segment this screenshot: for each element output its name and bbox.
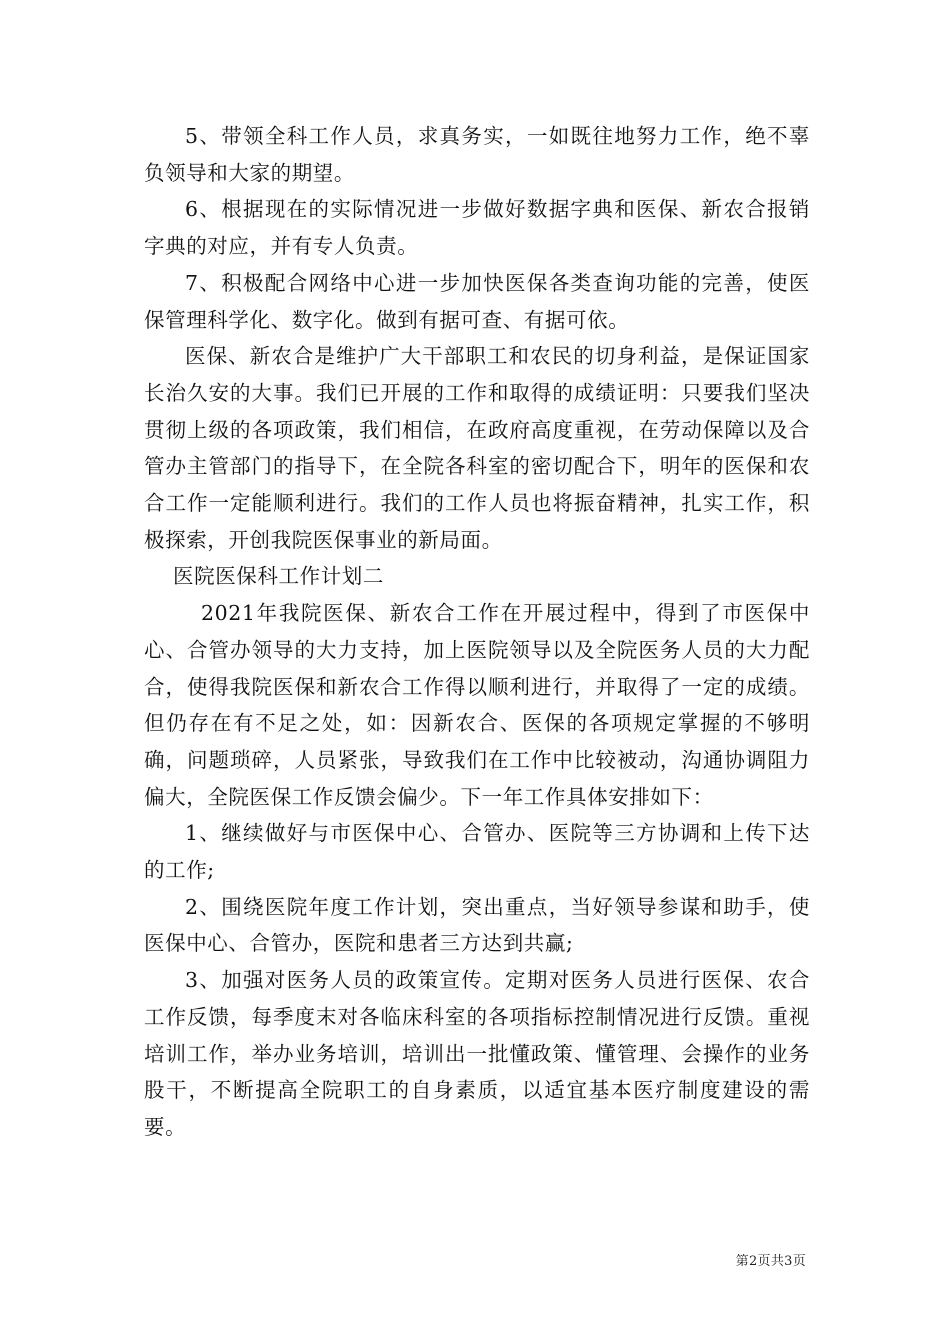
page-number: 第2页共3页 xyxy=(735,1254,806,1269)
paragraph-summary: 医保、新农合是维护广大干部职工和农民的切身利益，是保证国家长治久安的大事。我们已开展的工作和取得的成绩证明：只要我们坚决贯彻上级的各项政策，我们相信，在政府高度重视，在劳动保障以及合管办主管部门的指导下，在全院各科室的密切配合下，明年的医保和农合工作一定能顺利进行。我们的工作人员也将振奋精神，扎实工作，积极探索，开创我院医保事业的新局面。 xyxy=(144,344,810,552)
paragraph-item-6: 6、根据现在的实际情况进一步做好数据字典和医保、新农合报销字典的对应，并有专人负责。 xyxy=(144,197,810,259)
document-body xyxy=(144,118,810,1146)
plan-item-2: 2、围绕医院年度工作计划，突出重点，当好领导参谋和助手，使医保中心、合管办，医院和患者三方达到共赢; xyxy=(144,894,810,956)
plan-item-3: 3、加强对医务人员的政策宣传。定期对医务人员进行医保、农合工作反馈，每季度末对各临床科室的各项指标控制情况进行反馈。重视培训工作，举办业务培训，培训出一批懂政策、懂管理、会操作的业务股干，不断提高全院职工的自身素质，以适宜基本医疗制度建设的需要。 xyxy=(144,968,810,1139)
paragraph-item-7: 7、积极配合网络中心进一步加快医保各类查询功能的完善，使医保管理科学化、数字化。做到有据可查、有据可依。 xyxy=(144,270,810,332)
plan-item-1: 1、继续做好与市医保中心、合管办、医院等三方协调和上传下达的工作; xyxy=(144,821,810,883)
section-heading: 医院医保科工作计划二 xyxy=(173,564,384,589)
paragraph-intro-2021: 2021年我院医保、新农合工作在开展过程中，得到了市医保中心、合管办领导的大力支持，加上医院领导以及全院医务人员的大力配合，使得我院医保和新农合工作得以顺利进行，并取得了一定的成绩。但仍存在有不足之处，如：因新农合、医保的各项规定掌握的不够明确，问题琐碎，人员紧张，导致我们在工作中比较被动，沟通协调阻力偏大，全院医保工作反馈会偏少。下一年工作具体安排如下： xyxy=(144,601,810,809)
paragraph-item-5: 5、带领全科工作人员，求真务实，一如既往地努力工作，绝不辜负领导和大家的期望。 xyxy=(144,124,810,185)
